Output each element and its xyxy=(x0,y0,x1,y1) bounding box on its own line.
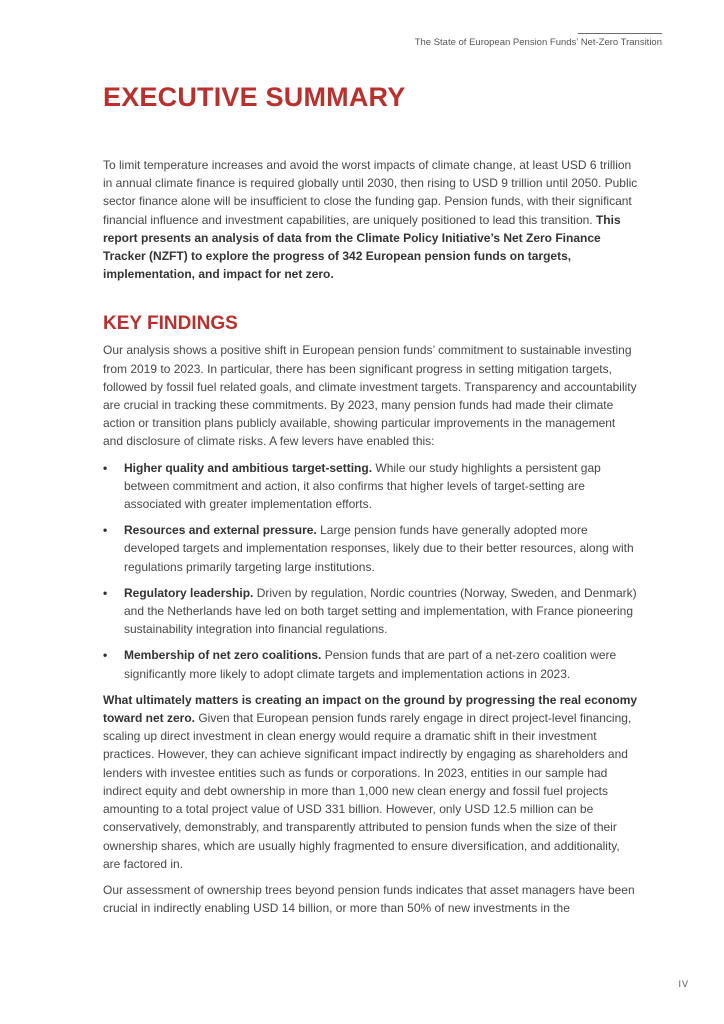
bullet-marker: • xyxy=(103,460,108,475)
intro-text: To limit temperature increases and avoid the worst impacts of climate change, at least USD 6 trillion in annual climate finance is required globally until 2030, then rising to USD 9 trillion until 2050. Public sector finance alone will be insufficient to close the funding gap. Pension funds, with their significant financial influence and investment capabilities, are uniquely positioned to lead this transition. xyxy=(103,158,638,227)
bullet-heading: Higher quality and ambitious target-setting. xyxy=(124,460,373,475)
bullet-text: Driven by regulation, Nordic countries (Norway, Sweden, and Denmark) and the Netherlands have led on both target setting and implementation, with France pioneering sustainability integration into financial regulations. xyxy=(124,585,637,637)
impact-text: Given that European pension funds rarely engage in direct project-level financing, scaling up direct investment in clean energy would require a dramatic shift in their investment practices. However, they can achieve significant impact indirectly by engaging as shareholders and lenders with investee entities such as funds or corporations. In 2023, entities in our sample had indirect equity and debt ownership in more than 1,000 new clean energy and fossil fuel projects amounting to a total project value of USD 331 billion. However, only USD 12.5 million can be conservatively, demonstrably, and transparently attributed to pension funds when the size of their ownership shares, which are usually highly fragmented to ensure diversification, and additionality, are factored in. xyxy=(103,711,632,871)
bullet-marker: • xyxy=(103,585,108,600)
intro-paragraph xyxy=(103,156,638,283)
ownership-paragraph: Our assessment of ownership trees beyond pension funds indicates that asset managers have been crucial in indirectly enabling USD 14 billion, or more than 50% of new investments in the xyxy=(103,882,635,916)
key-findings-heading: KEY FINDINGS xyxy=(103,313,238,335)
impact-bold-text: What ultimately matters is creating an impact on the ground by progressing the real economy toward net zero. xyxy=(103,692,638,726)
bullet-text: While our study highlights a persistent gap between commitment and action, it also confirms that higher levels of target-setting are associated with greater implementation efforts. xyxy=(124,460,601,512)
bullet-text: Pension funds that are part of a net-zero coalition were significantly more likely to adopt climate targets and implementation actions in 2023. xyxy=(124,648,617,681)
list-item xyxy=(103,459,638,514)
running-header: The State of European Pension Funds’ Net-Zero Transition xyxy=(414,37,662,48)
page-number: IV xyxy=(678,979,689,989)
key-findings-list xyxy=(103,459,638,683)
bullet-marker: • xyxy=(103,523,108,538)
list-item xyxy=(103,584,638,639)
bullet-marker: • xyxy=(103,648,108,663)
header-rule xyxy=(578,33,662,34)
intro-bold-text: This report presents an analysis of data from the Climate Policy Initiative’s Net Zero Finance Tracker (NZFT) to explore the progress of 342 European pension funds on targets, implementation, and impact for net zero. xyxy=(103,212,621,282)
page-title: EXECUTIVE SUMMARY xyxy=(103,82,406,112)
page-content xyxy=(103,80,638,917)
list-item xyxy=(103,646,638,682)
list-item xyxy=(103,521,638,576)
bullet-heading: Membership of net zero coalitions. xyxy=(124,648,322,663)
bullet-text: Large pension funds have generally adopted more developed targets and implementation responses, likely due to their better resources, along with regulations primarily targeting large institutions. xyxy=(124,523,634,574)
bullet-heading: Resources and external pressure. xyxy=(124,523,317,538)
impact-paragraph xyxy=(103,691,638,873)
key-findings-paragraph: Our analysis shows a positive shift in European pension funds’ commitment to sustainable investing from 2019 to 2023. In particular, there has been significant progress in setting mitigation targets, followed by fossil fuel related goals, and climate investment targets. Transparency and accountability are crucial in tracking these commitments. By 2023, many pension funds had made their climate action or transition plans publicly available, showing particular improvements in the management and disclosure of climate risks. A few levers have enabled this: xyxy=(103,343,637,449)
bullet-heading: Regulatory leadership. xyxy=(124,585,254,600)
